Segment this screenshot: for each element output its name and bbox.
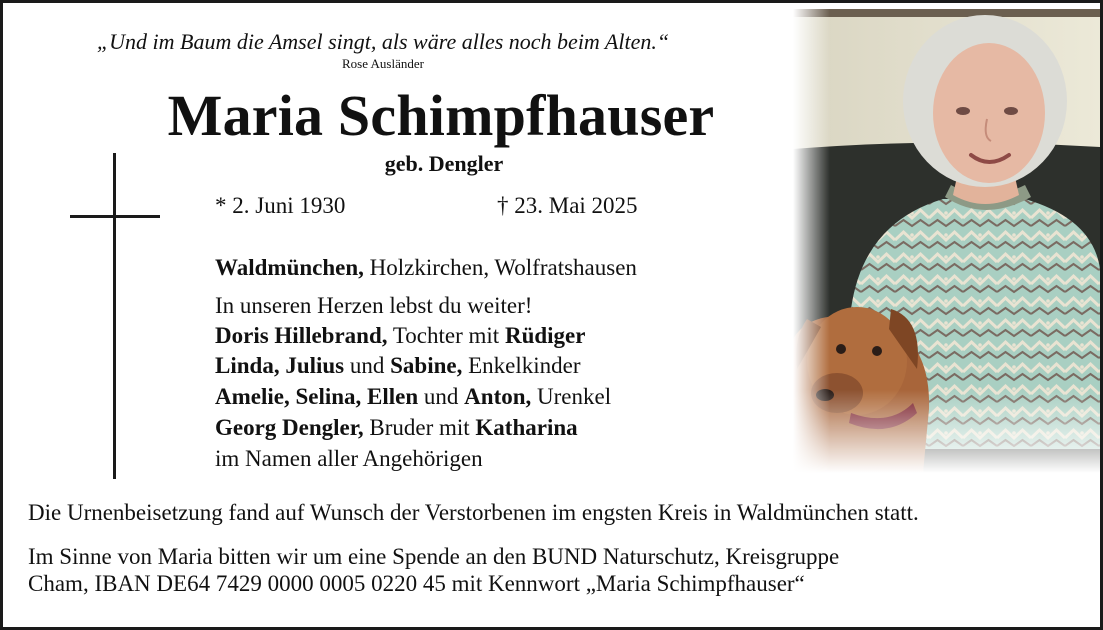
burial-notice: Die Urnenbeisetzung fand auf Wunsch der Verstorbenen im engsten Kreis in Waldmünchen statt. (28, 500, 919, 525)
mourner-name: Linda, Julius (215, 353, 345, 378)
birth-date: * 2. Juni 1930 (215, 193, 346, 218)
mourner-connector: und (423, 384, 459, 409)
mourner-name: Doris Hillebrand, (215, 323, 388, 348)
other-places: Holzkirchen, Wolfratshausen (369, 255, 637, 280)
deceased-name: Maria Schimpfhauser (167, 83, 715, 148)
mourner-line (215, 413, 578, 443)
mourner-relation: Enkelkinder (468, 353, 581, 378)
mourner-relation: Tochter mit (392, 323, 500, 348)
mourner-name: Georg Dengler, (215, 415, 364, 440)
mourner-line (215, 351, 581, 381)
cross-icon-horizontal (70, 215, 160, 218)
mourner-partner: Rüdiger (504, 323, 586, 348)
mourner-partner: Katharina (475, 415, 578, 440)
mourners-closing: im Namen aller Angehörigen (215, 446, 483, 471)
quote-author: Rose Ausländer (342, 56, 424, 71)
donation-line-2: Cham, IBAN DE64 7429 0000 0005 0220 45 mit Kennwort „Maria Schimpfhauser“ (28, 571, 805, 596)
donation-line-1: Im Sinne von Maria bitten wir um eine Spende an den BUND Naturschutz, Kreisgruppe (28, 544, 840, 569)
places-line (215, 253, 637, 283)
death-date: † 23. Mai 2025 (497, 193, 638, 218)
mourner-line (215, 382, 611, 412)
mourners-intro: In unseren Herzen lebst du weiter! (215, 293, 533, 318)
memorial-quote: „Und im Baum die Amsel singt, als wäre alles noch beim Alten.“ (96, 29, 670, 54)
mourner-name: Sabine, (390, 353, 463, 378)
mourner-line (215, 321, 585, 351)
maiden-name: geb. Dengler (384, 151, 504, 176)
mourner-relation: Bruder mit (369, 415, 470, 440)
primary-place: Waldmünchen, (215, 255, 364, 280)
mourner-relation: Urenkel (537, 384, 612, 409)
mourner-connector: und (349, 353, 385, 378)
mourner-name: Anton, (464, 384, 532, 409)
mourner-name: Amelie, Selina, Ellen (215, 384, 419, 409)
cross-icon-vertical (113, 153, 116, 479)
portrait-photo (793, 9, 1100, 473)
